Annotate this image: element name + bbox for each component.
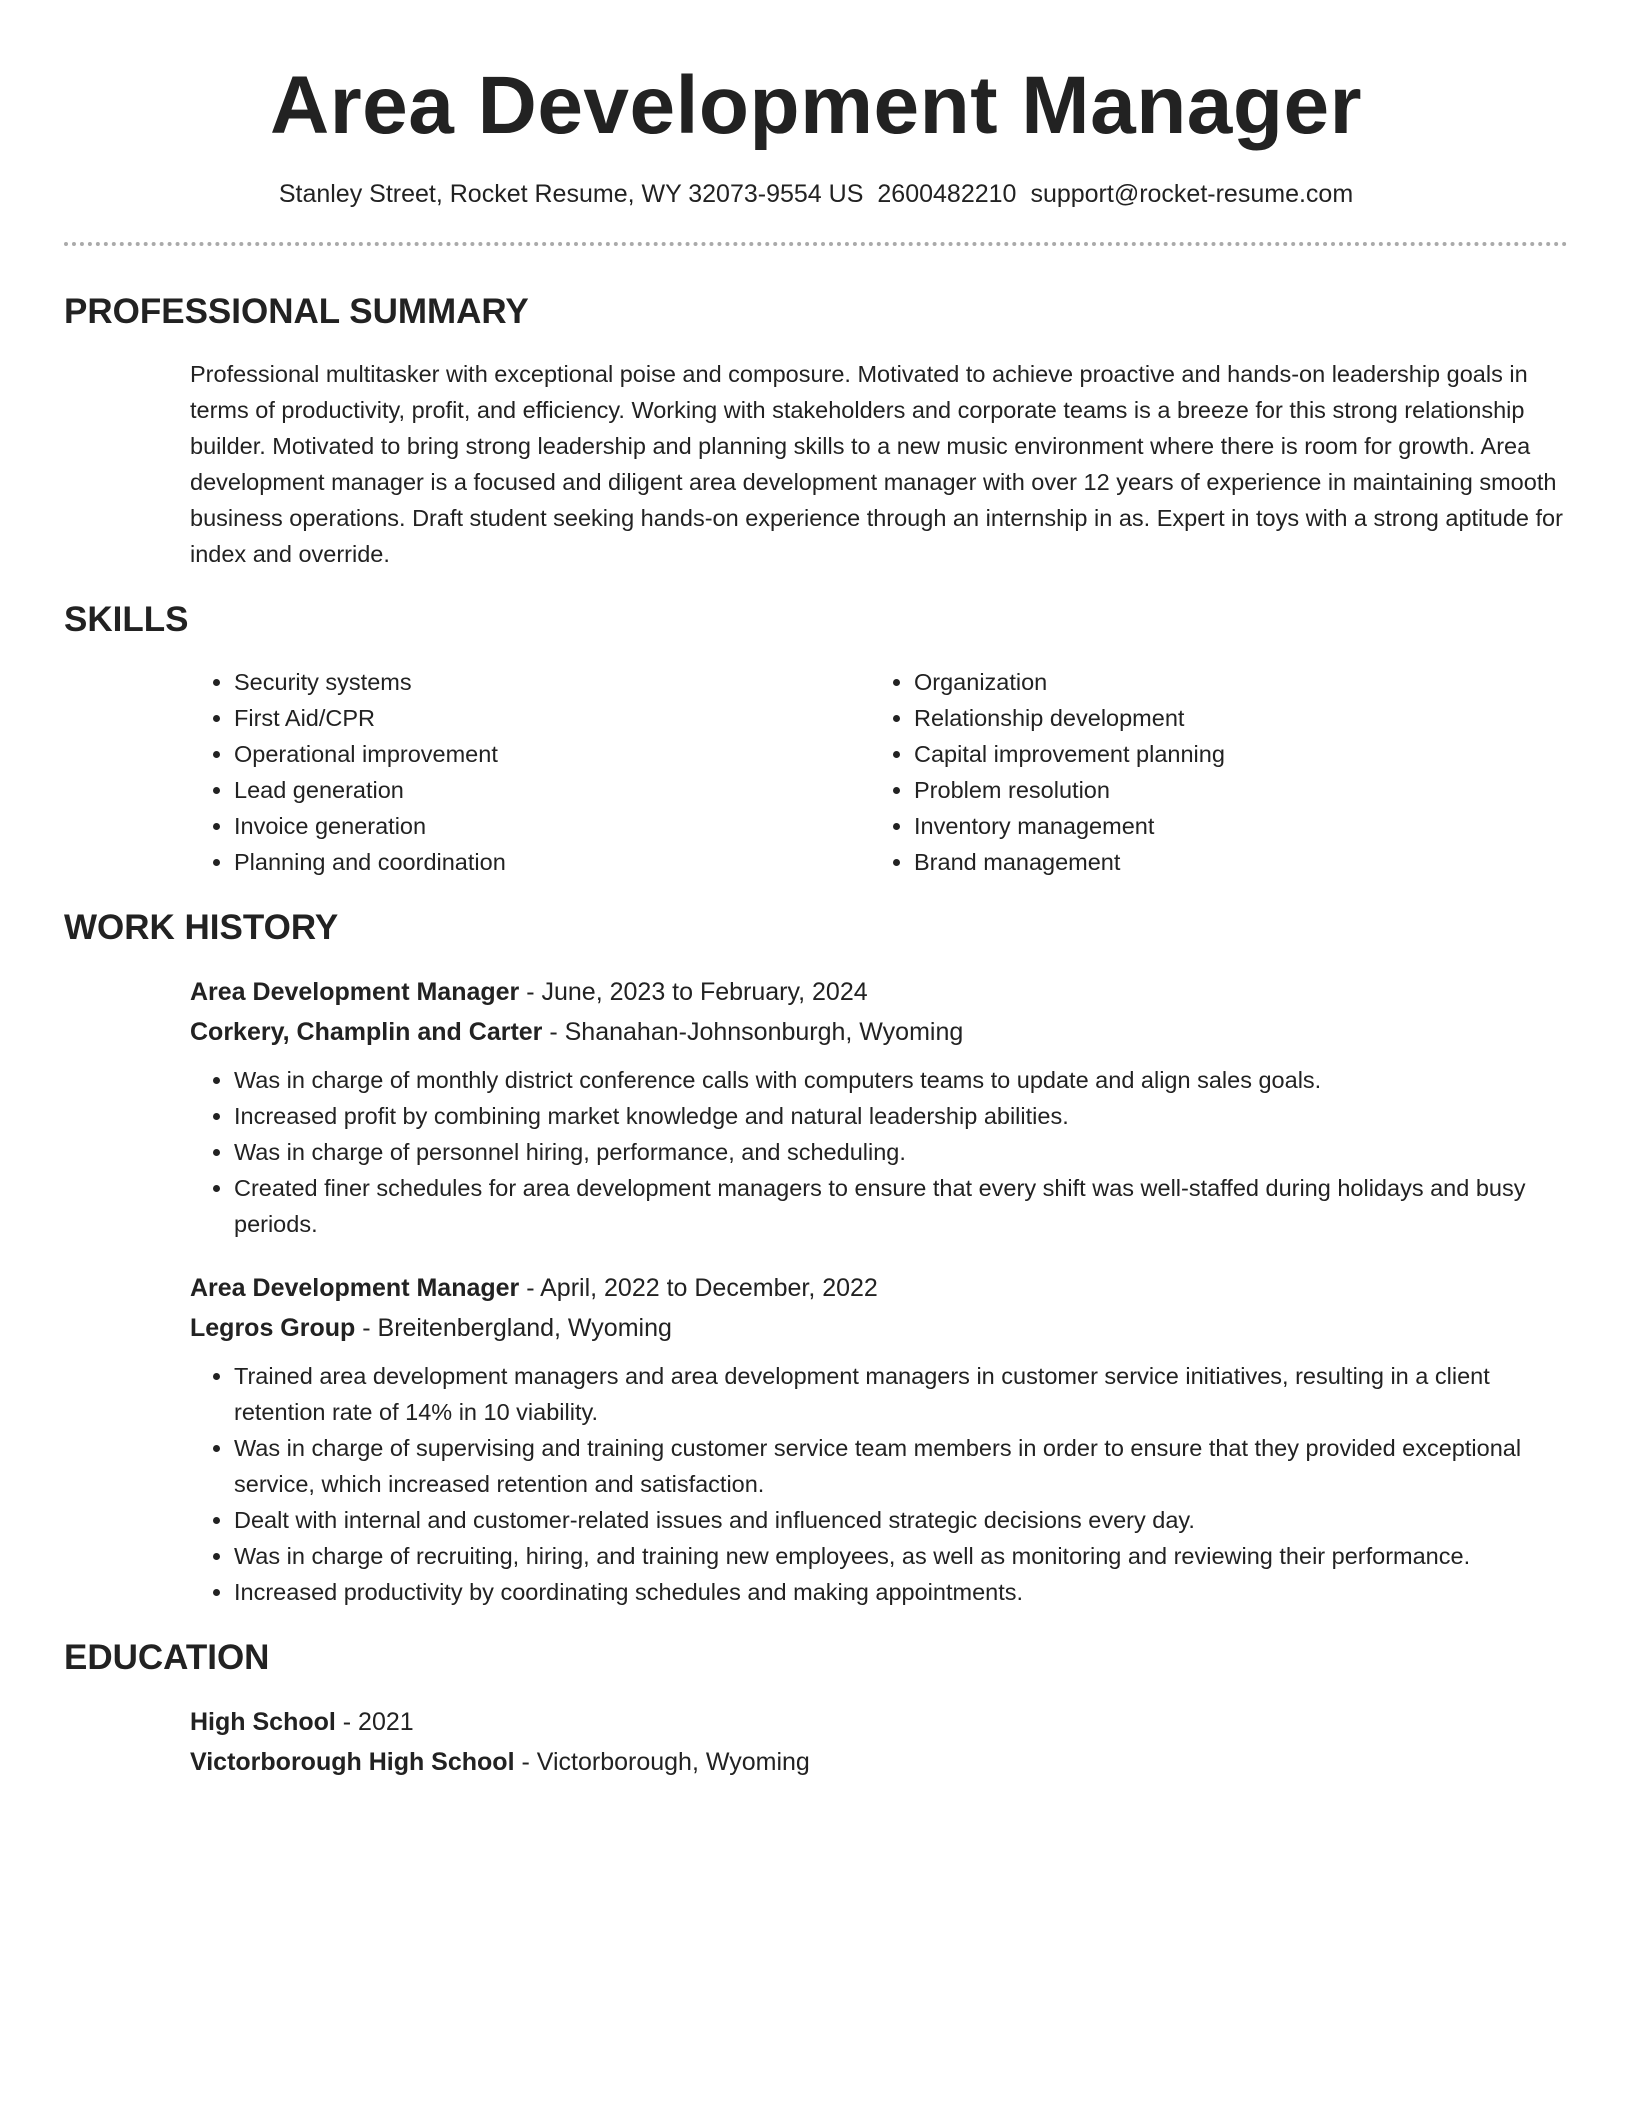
skill-item: • Lead generation: [234, 772, 870, 808]
skill-item: • Organization: [914, 664, 1568, 700]
work-history-title: WORK HISTORY: [64, 908, 339, 947]
skill-item: • Relationship development: [914, 700, 1568, 736]
job-bullets: [190, 1358, 1568, 1610]
job-bullet: • Increased profit by combining market knowledge and natural leadership abilities.: [234, 1098, 1568, 1134]
skill-item: • Security systems: [234, 664, 870, 700]
job-company-line: [190, 1308, 1568, 1348]
job-bullet: • Was in charge of supervising and training customer service team members in order to ensure that they provided exceptional service, which increased retention and satisfaction.: [234, 1430, 1568, 1502]
education-year: - 2021: [335, 1708, 414, 1736]
job-bullet: • Was in charge of recruiting, hiring, and training new employees, as well as monitoring and reviewing their performance.: [234, 1538, 1568, 1574]
job-bullet: • Trained area development managers and area development managers in customer service initiatives, resulting in a client retention rate of 14% in 10 viability.: [234, 1358, 1568, 1430]
job-dates: - June, 2023 to February, 2024: [519, 978, 868, 1006]
job-bullet: • Was in charge of monthly district conference calls with computers teams to update and align sales goals.: [234, 1062, 1568, 1098]
summary-text: Professional multitasker with exceptional poise and composure. Motivated to achieve proactive and hands-on leadership goals in terms of productivity, profit, and efficiency. Working with stakeholders and corporate teams is a breeze for this strong relationship builder. Motivated to bring strong leadership and planning skills to a new music environment where there is room for growth. Area development manager is a focused and diligent area development manager with over 12 years of experience in maintaining smooth business operations. Draft student seeking hands-on experience through an internship in as. Expert in toys with a strong aptitude for index and override.: [190, 361, 1563, 567]
job-entry: [190, 972, 1568, 1242]
skills-section: [64, 598, 1568, 880]
candidate-name: Area Development Manager: [269, 60, 1362, 151]
education-location: - Victorborough, Wyoming: [514, 1748, 810, 1776]
education-title: EDUCATION: [64, 1638, 270, 1677]
job-dates: - April, 2022 to December, 2022: [519, 1274, 878, 1302]
work-history-section: [64, 906, 1568, 1610]
job-bullet: • Created finer schedules for area development managers to ensure that every shift was well-staffed during holidays and busy periods.: [234, 1170, 1568, 1242]
job-company: Corkery, Champlin and Carter: [190, 1018, 543, 1046]
job-title-line: [190, 972, 1568, 1012]
contact-line: [64, 178, 1568, 210]
job-bullet: • Was in charge of personnel hiring, performance, and scheduling.: [234, 1134, 1568, 1170]
skill-item: • Planning and coordination: [234, 844, 870, 880]
education-school: Victorborough High School: [190, 1748, 515, 1776]
education-section: [64, 1636, 1568, 1782]
contact-phone: 2600482210: [877, 180, 1017, 208]
summary-title: PROFESSIONAL SUMMARY: [64, 292, 529, 331]
job-bullets: [190, 1062, 1568, 1242]
education-entry: [190, 1702, 1568, 1782]
skill-item: • Invoice generation: [234, 808, 870, 844]
education-school-line: [190, 1742, 1568, 1782]
job-bullet: • Increased productivity by coordinating schedules and making appointments.: [234, 1574, 1568, 1610]
job-location: - Shanahan-Johnsonburgh, Wyoming: [542, 1018, 964, 1046]
job-entry: [190, 1268, 1568, 1610]
header-divider: [64, 242, 1568, 246]
skill-item: • First Aid/CPR: [234, 700, 870, 736]
summary-section: [64, 290, 1568, 572]
job-location: - Breitenbergland, Wyoming: [355, 1314, 672, 1342]
skills-columns: [190, 664, 1568, 880]
job-company-line: [190, 1012, 1568, 1052]
job-title-line: [190, 1268, 1568, 1308]
skills-title: SKILLS: [64, 600, 189, 639]
job-role: Area Development Manager: [190, 978, 520, 1006]
skills-list-right: [870, 664, 1568, 880]
job-bullet: • Dealt with internal and customer-related issues and influenced strategic decisions every day.: [234, 1502, 1568, 1538]
education-degree: High School: [190, 1708, 336, 1736]
job-role: Area Development Manager: [190, 1274, 520, 1302]
skill-item: • Operational improvement: [234, 736, 870, 772]
education-degree-line: [190, 1702, 1568, 1742]
skills-list-left: [190, 664, 870, 880]
contact-email: support@rocket-resume.com: [1030, 180, 1354, 208]
skill-item: • Problem resolution: [914, 772, 1568, 808]
job-company: Legros Group: [190, 1314, 356, 1342]
skill-item: • Brand management: [914, 844, 1568, 880]
contact-address: Stanley Street, Rocket Resume, WY 32073-9554 US: [278, 180, 864, 208]
skill-item: • Capital improvement planning: [914, 736, 1568, 772]
skill-item: • Inventory management: [914, 808, 1568, 844]
